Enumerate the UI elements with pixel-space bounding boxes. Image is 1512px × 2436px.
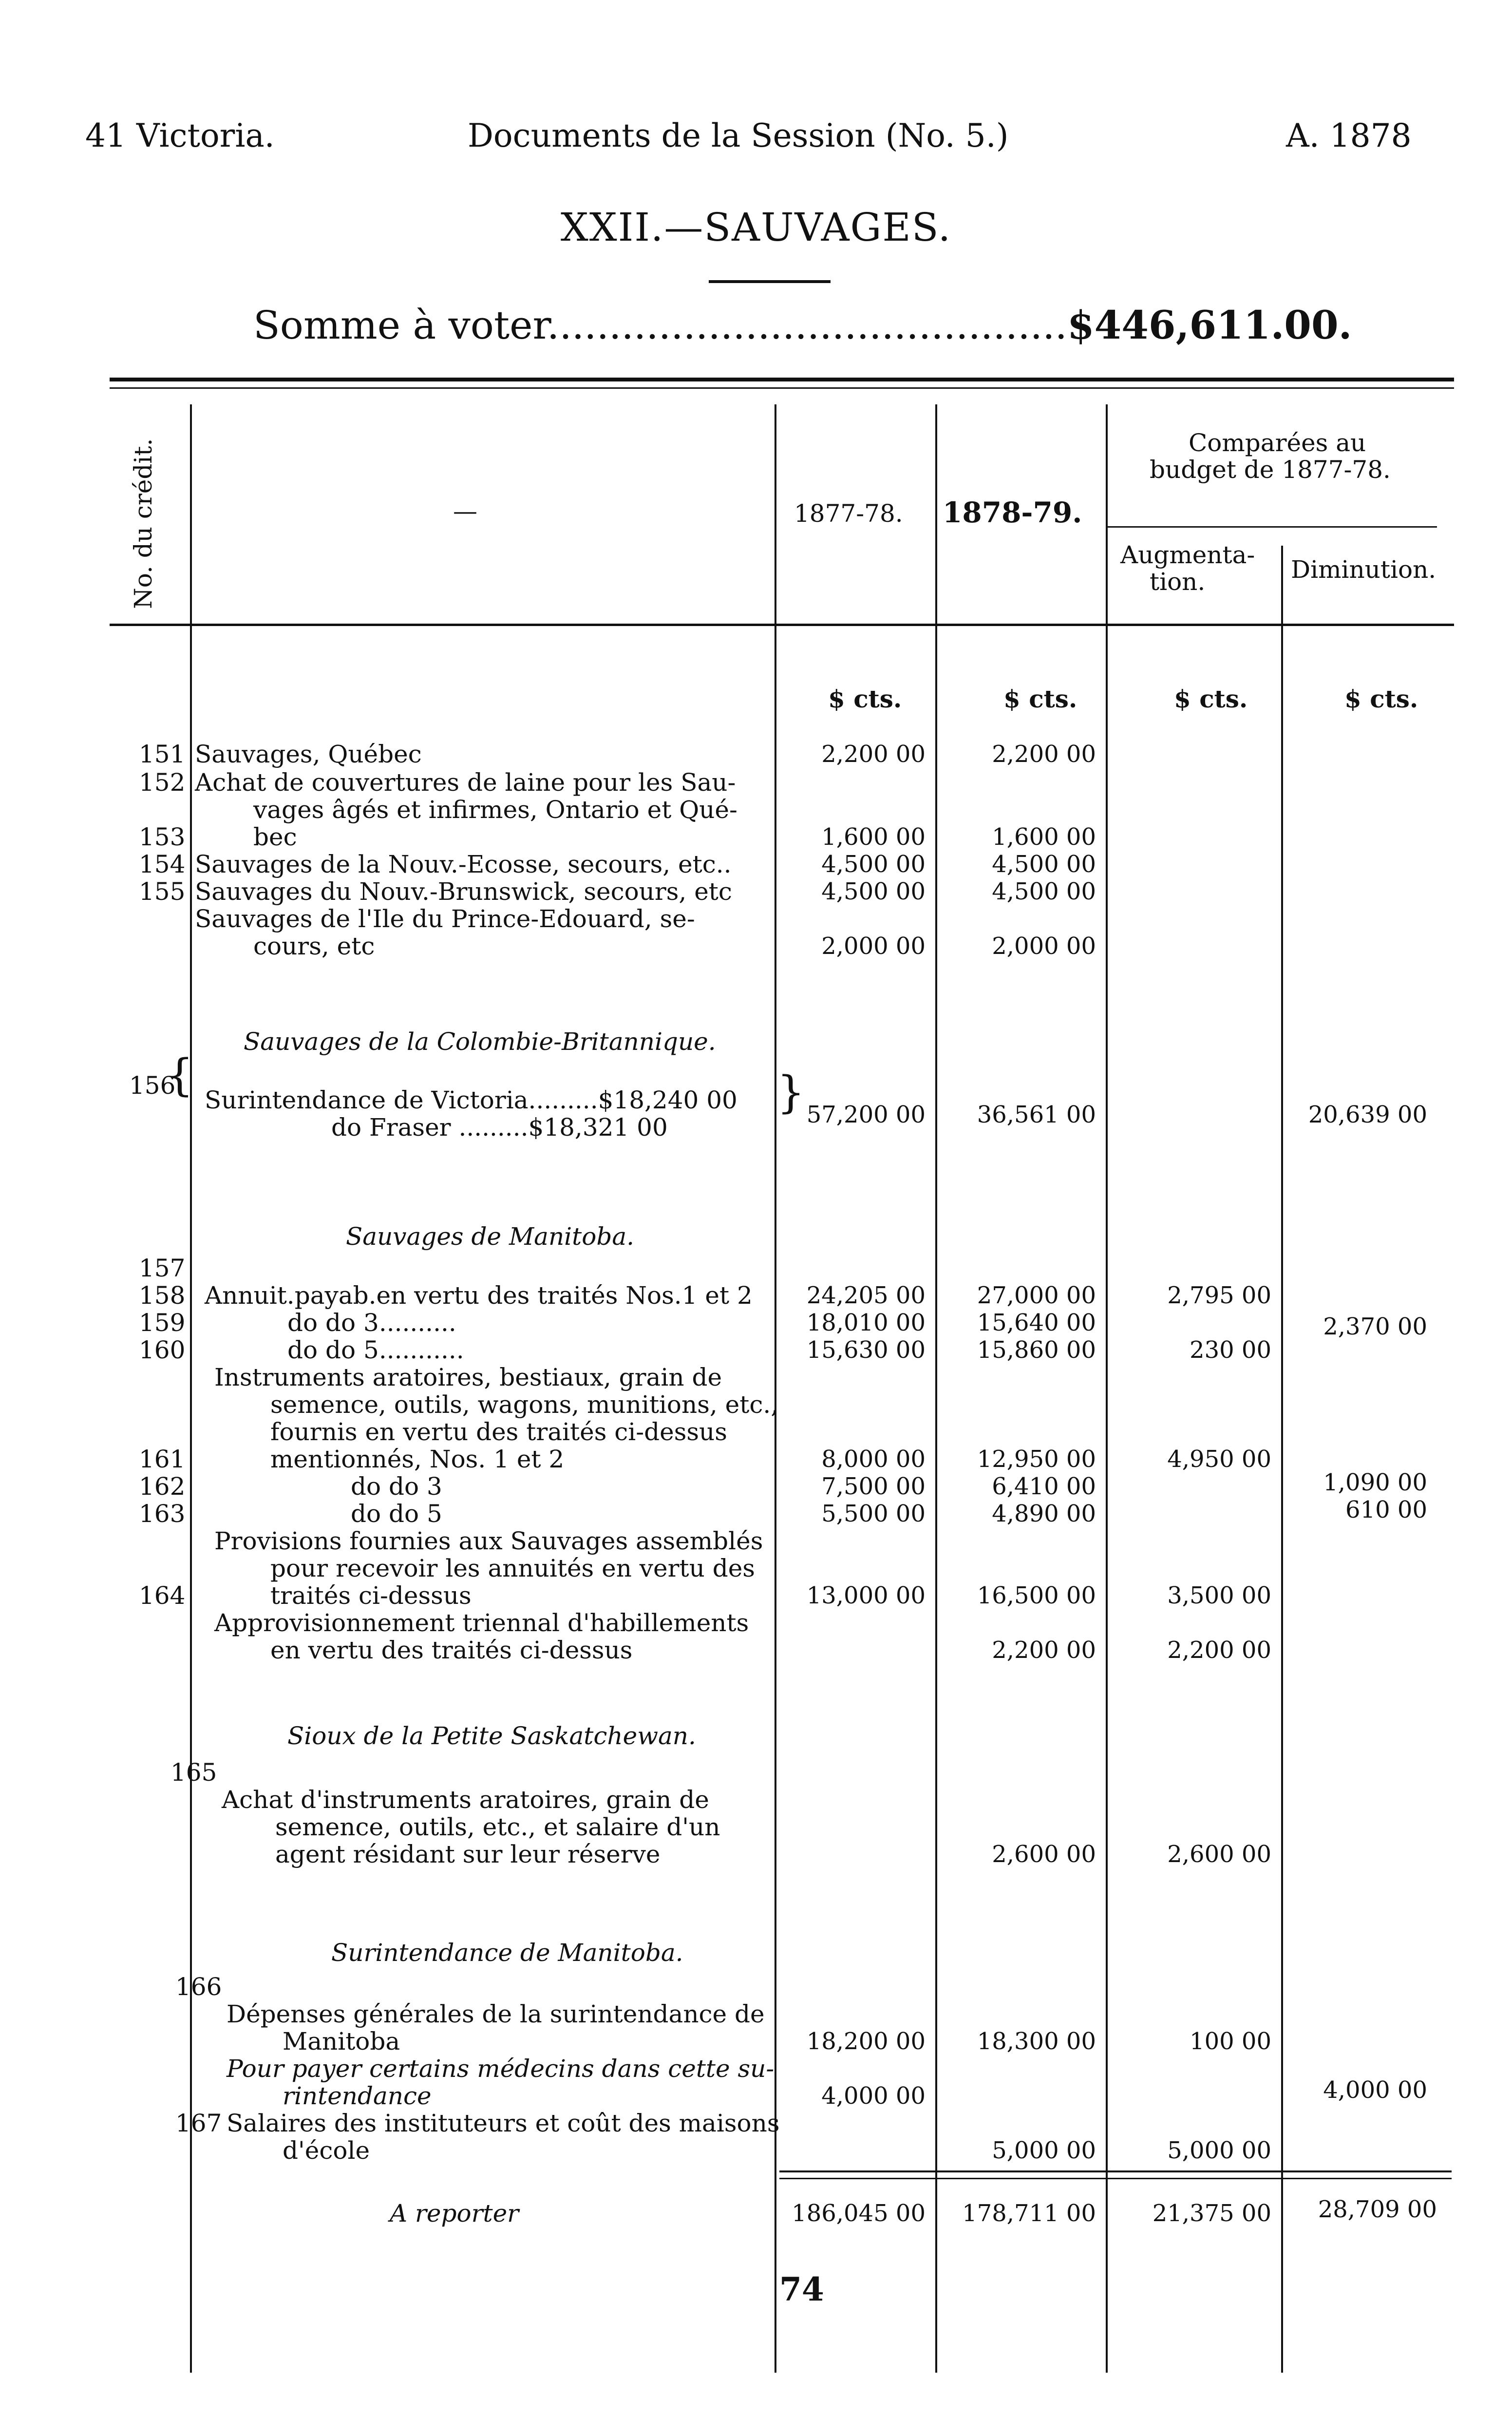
somme-label: Somme à voter xyxy=(253,303,547,348)
row-no: 156 xyxy=(129,1071,176,1100)
row-desc-line-1: Instruments aratoires, bestiaux, grain de xyxy=(214,1363,722,1391)
row-desc: do do 3 xyxy=(351,1472,442,1501)
th-no-credit: No. du crédit. xyxy=(129,438,157,609)
row-value-1878: 36,561 00 xyxy=(977,1101,1096,1128)
row-value-1877: 4,500 00 xyxy=(821,851,926,878)
row-value-1877: 7,500 00 xyxy=(821,1473,926,1500)
row-value-1878: 6,410 00 xyxy=(992,1473,1096,1500)
row-value-1877: 24,205 00 xyxy=(806,1282,926,1309)
brace-left: { xyxy=(166,1050,194,1101)
row-no: 162 xyxy=(139,1472,186,1501)
row-no: 152 xyxy=(139,768,186,797)
row-value-augmentation: 5,000 00 xyxy=(1167,2137,1271,2164)
row-desc-line-1: Salaires des instituteurs et coût des maisons xyxy=(227,2109,780,2137)
total-rule-top xyxy=(779,2170,1452,2172)
row-desc-line-2: semence, outils, wagons, munitions, etc., xyxy=(270,1390,779,1419)
row-value-augmentation: 4,950 00 xyxy=(1167,1446,1271,1473)
header-right: A. 1878 xyxy=(1286,117,1412,154)
section-title: XXII.—SAUVAGES. xyxy=(560,205,952,250)
row-desc-line-2: do Fraser .........$18,321 00 xyxy=(331,1113,668,1142)
row-value-augmentation: 2,600 00 xyxy=(1167,1841,1271,1868)
unit-3: $ cts. xyxy=(1174,685,1248,713)
row-no: 166 xyxy=(175,1973,222,2001)
row-value-1877: 13,000 00 xyxy=(806,1582,926,1609)
row-value-1877: 8,000 00 xyxy=(821,1446,926,1473)
row-value-1877: 18,010 00 xyxy=(806,1309,926,1336)
row-desc-line-2: Manitoba xyxy=(283,2027,400,2055)
th-compare-2: budget de 1877-78. xyxy=(1150,456,1391,484)
row-no: 157 xyxy=(139,1254,186,1282)
row-value-augmentation: 3,500 00 xyxy=(1167,1582,1271,1609)
row-value-1878: 4,890 00 xyxy=(992,1500,1096,1527)
somme-line xyxy=(253,302,1352,348)
row-no: 163 xyxy=(139,1500,186,1528)
row-value-1877: 2,200 00 xyxy=(821,741,926,768)
col-line-1 xyxy=(190,404,192,2373)
row-no: 151 xyxy=(139,740,186,768)
row-desc-line-2: rintendance xyxy=(283,2082,432,2110)
th-1878: 1878-79. xyxy=(943,496,1082,529)
row-desc: mentionnés, Nos. 1 et 2 xyxy=(270,1445,565,1473)
row-desc-line-2: pour recevoir les annuités en vertu des xyxy=(270,1554,755,1582)
row-value-1878: 18,300 00 xyxy=(977,2028,1096,2055)
row-value-1877: 15,630 00 xyxy=(806,1336,926,1364)
row-value-1878: 12,950 00 xyxy=(977,1446,1096,1473)
row-desc-line-2: en vertu des traités ci-dessus xyxy=(270,1636,633,1664)
unit-1: $ cts. xyxy=(828,685,902,713)
row-desc: traités ci-dessus xyxy=(270,1581,472,1610)
row-value-diminution: 2,370 00 xyxy=(1323,1313,1427,1340)
section-heading: Sauvages de la Colombie-Britannique. xyxy=(244,1028,716,1056)
brace-right: } xyxy=(777,1067,805,1118)
row-desc-line-2: d'école xyxy=(283,2136,370,2165)
header-center: Documents de la Session (No. 5.) xyxy=(468,117,1009,154)
header-left: 41 Victoria. xyxy=(85,117,275,154)
row-desc-line-1: Achat de couvertures de laine pour les Sau- xyxy=(195,768,736,797)
row-value-augmentation: 2,795 00 xyxy=(1167,1282,1271,1309)
row-desc-line-1: Dépenses générales de la surintendance de xyxy=(227,2000,765,2028)
row-value-1878: 5,000 00 xyxy=(992,2137,1096,2164)
total-value-diminution: 28,709 00 xyxy=(1318,2196,1437,2223)
row-value-diminution: 20,639 00 xyxy=(1308,1101,1427,1128)
row-no: 161 xyxy=(139,1445,186,1473)
row-desc: Sauvages de la Nouv.-Ecosse, secours, etc.. xyxy=(195,850,732,878)
section-heading: Surintendance de Manitoba. xyxy=(331,1939,683,1967)
row-value-augmentation: 2,200 00 xyxy=(1167,1637,1271,1664)
th-compare-rule xyxy=(1106,526,1437,528)
row-no: 159 xyxy=(139,1309,186,1337)
row-value-1877: 4,000 00 xyxy=(821,2082,926,2110)
row-value-1878: 2,000 00 xyxy=(992,933,1096,960)
row-desc: Sauvages, Québec xyxy=(195,740,422,768)
row-value-1878: 4,500 00 xyxy=(992,851,1096,878)
row-desc-line-2: semence, outils, etc., et salaire d'un xyxy=(275,1813,720,1841)
total-rule-second xyxy=(779,2178,1452,2179)
col-line-3 xyxy=(935,404,937,2373)
row-value-1877: 1,600 00 xyxy=(821,823,926,851)
row-desc-line-1: Provisions fournies aux Sauvages assemblés xyxy=(214,1527,763,1555)
row-desc-line-1: Pour payer certains médecins dans cette su- xyxy=(227,2055,775,2083)
row-desc: do do 3.......... xyxy=(287,1309,456,1337)
row-desc-line-1: Sauvages de l'Ile du Prince-Edouard, se- xyxy=(195,905,695,933)
row-desc-line-1: Surintendance de Victoria.........$18,240 00 xyxy=(205,1086,737,1114)
row-desc: do do 5 xyxy=(351,1500,442,1528)
th-1877: 1877-78. xyxy=(794,499,903,528)
row-value-1878: 4,500 00 xyxy=(992,878,1096,905)
row-desc: Sauvages du Nouv.-Brunswick, secours, etc xyxy=(195,877,732,906)
row-value-1878: 15,640 00 xyxy=(977,1309,1096,1336)
total-value-1877: 186,045 00 xyxy=(792,2200,926,2227)
row-value-1878: 15,860 00 xyxy=(977,1336,1096,1364)
row-no: 160 xyxy=(139,1336,186,1364)
row-value-1877: 2,000 00 xyxy=(821,933,926,960)
th-compare-1: Comparées au xyxy=(1189,429,1366,457)
title-rule xyxy=(709,280,831,283)
row-value-1878: 2,200 00 xyxy=(992,741,1096,768)
somme-dots: .......................................... xyxy=(547,303,1067,348)
row-desc-line-1: Approvisionnement triennal d'habillements xyxy=(214,1609,749,1637)
row-desc-line-2: cours, etc xyxy=(253,932,375,960)
row-value-1878: 27,000 00 xyxy=(977,1282,1096,1309)
row-value-diminution: 4,000 00 xyxy=(1323,2076,1427,2104)
th-augm-1: Augmenta- xyxy=(1120,541,1255,569)
unit-4: $ cts. xyxy=(1344,685,1418,713)
row-value-1878: 2,200 00 xyxy=(992,1637,1096,1664)
row-no: 154 xyxy=(139,850,186,878)
row-desc: bec xyxy=(253,823,297,851)
unit-2: $ cts. xyxy=(1003,685,1077,713)
total-value-augmentation: 21,375 00 xyxy=(1152,2200,1271,2227)
row-no: 158 xyxy=(139,1281,186,1310)
row-no: 164 xyxy=(139,1581,186,1610)
row-value-1878: 16,500 00 xyxy=(977,1582,1096,1609)
col-line-2 xyxy=(775,404,776,2373)
row-value-1877: 4,500 00 xyxy=(821,878,926,905)
th-dimin: Diminution. xyxy=(1291,555,1436,584)
total-value-1878: 178,711 00 xyxy=(962,2200,1096,2227)
col-line-5 xyxy=(1281,546,1283,2373)
th-desc: — xyxy=(453,497,477,525)
top-rule-thick xyxy=(110,378,1454,381)
row-value-1877: 57,200 00 xyxy=(806,1101,926,1128)
section-heading: Sioux de la Petite Saskatchewan. xyxy=(287,1722,696,1750)
row-desc: Annuit.payab.en vertu des traités Nos.1 et 2 xyxy=(205,1281,753,1310)
row-desc-line-2: vages âgés et infirmes, Ontario et Qué- xyxy=(253,796,737,824)
page-number: 74 xyxy=(779,2270,824,2308)
row-desc-line-3: agent résidant sur leur réserve xyxy=(275,1840,661,1868)
th-augm-2: tion. xyxy=(1150,568,1206,596)
row-value-1878: 1,600 00 xyxy=(992,823,1096,851)
row-desc-line-1: Achat d'instruments aratoires, grain de xyxy=(222,1786,709,1814)
section-heading: Sauvages de Manitoba. xyxy=(346,1222,635,1251)
header-bottom-rule xyxy=(110,624,1454,626)
row-value-diminution: 1,090 00 xyxy=(1323,1469,1427,1496)
row-no: 167 xyxy=(175,2109,222,2137)
row-no: 155 xyxy=(139,877,186,906)
row-no: 165 xyxy=(170,1758,217,1787)
row-value-1877: 5,500 00 xyxy=(821,1500,926,1527)
row-value-augmentation: 100 00 xyxy=(1190,2028,1271,2055)
row-value-1877: 18,200 00 xyxy=(806,2028,926,2055)
row-desc-line-3: fournis en vertu des traités ci-dessus xyxy=(270,1418,727,1446)
row-value-1878: 2,600 00 xyxy=(992,1841,1096,1868)
somme-amount: $446,611.00. xyxy=(1067,302,1352,348)
total-label: A reporter xyxy=(390,2199,519,2227)
col-line-4 xyxy=(1106,404,1108,2373)
row-value-augmentation: 230 00 xyxy=(1190,1336,1271,1364)
top-rule-thin xyxy=(110,387,1454,389)
row-value-diminution: 610 00 xyxy=(1345,1496,1427,1523)
row-desc: do do 5........... xyxy=(287,1336,464,1364)
row-no: 153 xyxy=(139,823,186,851)
